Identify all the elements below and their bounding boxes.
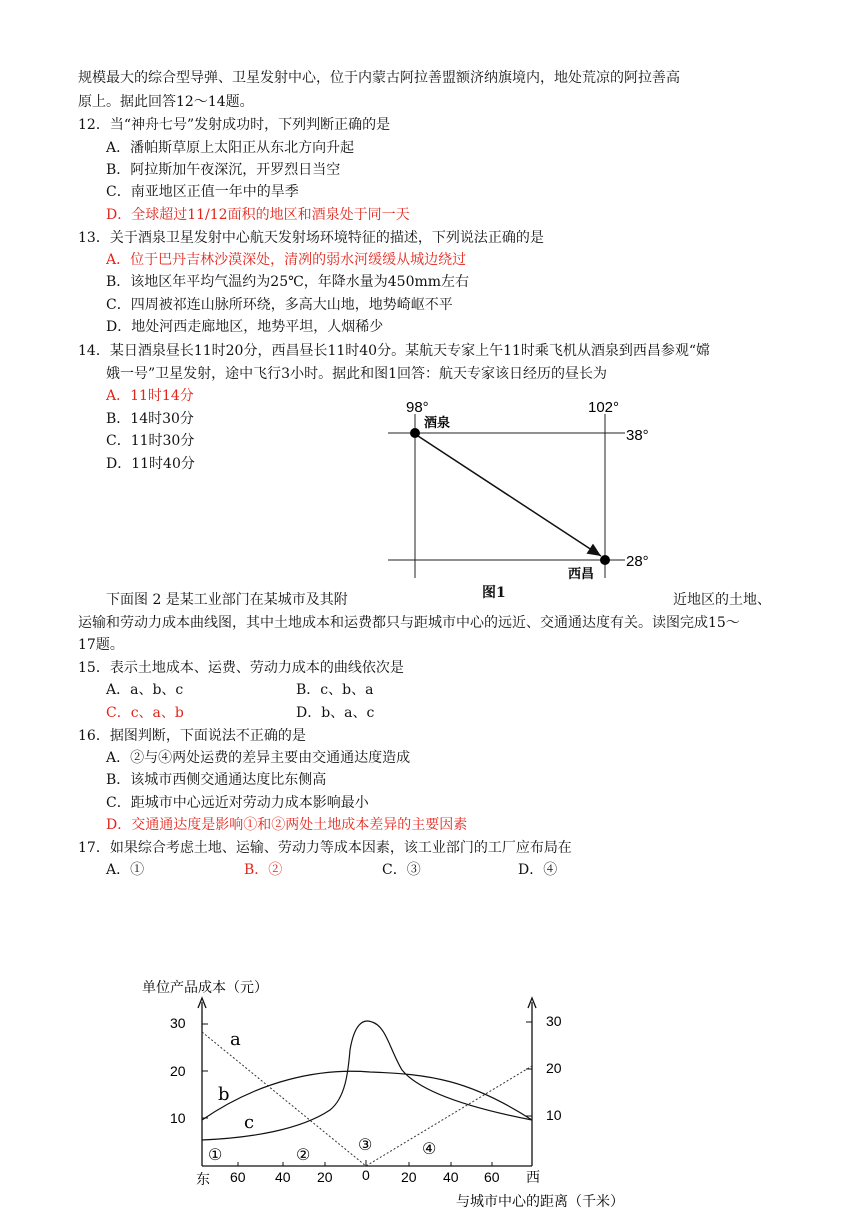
q16-option-b: B．该城市西侧交通通达度比东侧高 — [106, 772, 327, 788]
x-tick-center-0: 0 — [362, 1167, 370, 1183]
location-1-marker: ① — [208, 1145, 223, 1164]
q13-option-c: C．四周被祁连山脉所环绕，多高大山地，地势崎岖不平 — [106, 297, 453, 313]
q17-option-c: C．③ — [382, 862, 421, 878]
y-tick-right-10: 10 — [546, 1107, 562, 1123]
q14-option-b: B．14时30分 — [106, 411, 194, 427]
para2-line-3: 17题。 — [78, 637, 124, 653]
curve-c-label: c — [244, 1112, 255, 1133]
para2-line-2: 运输和劳动力成本曲线图，其中土地成本和运费都只与距城市中心的远近、交通通达度有关。读图完成15～ — [78, 615, 740, 631]
location-2-marker: ② — [296, 1145, 311, 1164]
y-axis-title: 单位产品成本（元） — [142, 980, 268, 996]
intro-line-1: 规模最大的综合型导弹、卫星发射中心，位于内蒙古阿拉善盟额济纳旗境内，地处荒凉的阿拉善高 — [78, 70, 680, 86]
jiuquan-point — [410, 428, 420, 438]
q12-option-a: A．潘帕斯草原上太阳正从东北方向升起 — [106, 140, 355, 156]
lon-98-label: 98° — [406, 399, 429, 416]
location-3-marker: ③ — [358, 1135, 373, 1154]
q14-option-a-answer: A．11时14分 — [106, 388, 194, 404]
q16-option-d-answer: D．交通通达度是影响①和②两处土地成本差异的主要因素 — [106, 817, 468, 833]
q13-stem: 13．关于酒泉卫星发射中心航天发射场环境特征的描述，下列说法正确的是 — [78, 230, 544, 246]
flight-route-arrow — [418, 436, 601, 556]
y-tick-right-20: 20 — [546, 1060, 562, 1076]
x-tick-east-40: 40 — [275, 1169, 291, 1185]
q16-option-c: C．距城市中心远近对劳动力成本影响最小 — [106, 795, 369, 811]
east-label: 东 — [196, 1172, 210, 1188]
curve-b-label: b — [218, 1084, 230, 1105]
intro-line-2: 原上。据此回答12～14题。 — [78, 94, 254, 110]
x-axis-title: 与城市中心的距离（千米） — [456, 1194, 624, 1210]
x-tick-east-60: 60 — [230, 1169, 246, 1185]
q14-option-d: D．11时40分 — [106, 456, 195, 472]
figure-2-cost-chart — [0, 970, 860, 1216]
x-tick-west-60: 60 — [484, 1169, 500, 1185]
q15-option-a: A．a、b、c — [106, 682, 184, 698]
y-tick-left-20: 20 — [170, 1063, 186, 1079]
q13-option-a-answer: A．位于巴丹吉林沙漠深处，清冽的弱水河缓缓从城边绕过 — [106, 252, 467, 268]
y-tick-right-30: 30 — [546, 1013, 562, 1029]
q12-option-c: C．南亚地区正值一年中的旱季 — [106, 184, 299, 200]
q12-stem: 12．当“神舟七号”发射成功时，下列判断正确的是 — [78, 117, 391, 133]
lon-102-label: 102° — [588, 399, 620, 416]
west-label: 西 — [526, 1170, 540, 1186]
q15-option-c-answer: C．c、a、b — [106, 705, 184, 721]
x-tick-east-20: 20 — [317, 1169, 333, 1185]
xichang-point — [600, 555, 610, 565]
q12-option-d-answer: D．全球超过11/12面积的地区和酒泉处于同一天 — [106, 207, 410, 223]
q17-option-b-answer: B．② — [244, 862, 283, 878]
q14-option-c: C．11时30分 — [106, 433, 195, 449]
q17-stem: 17．如果综合考虑土地、运输、劳动力等成本因素，该工业部门的工厂应布局在 — [78, 840, 572, 856]
figure-1-caption: 图1 — [482, 585, 506, 601]
lat-38-label: 38° — [626, 427, 649, 444]
xichang-label: 西昌 — [568, 567, 595, 582]
q14-stem-line-2: 娥一号”卫星发射，途中飞行3小时。据此和图1回答：航天专家该日经历的昼长为 — [106, 366, 607, 382]
q17-option-a: A．① — [106, 862, 145, 878]
q13-option-d: D．地处河西走廊地区，地势平坦，人烟稀少 — [106, 319, 384, 335]
q12-option-b: B．阿拉斯加午夜深沉，开罗烈日当空 — [106, 162, 341, 178]
q13-option-b: B．该地区年平均气温约为25℃，年降水量为450mm左右 — [106, 274, 470, 290]
para2-line-1b: 近地区的土地、 — [673, 592, 771, 608]
y-tick-left-30: 30 — [170, 1015, 186, 1031]
q16-option-a: A．②与④两处运费的差异主要由交通通达度造成 — [106, 750, 411, 766]
jiuquan-label: 酒泉 — [424, 416, 451, 431]
location-4-marker: ④ — [422, 1139, 437, 1158]
x-tick-west-20: 20 — [401, 1169, 417, 1185]
figure-1-map — [380, 392, 680, 592]
q17-option-d: D．④ — [518, 862, 558, 878]
q15-stem: 15．表示土地成本、运费、劳动力成本的曲线依次是 — [78, 660, 404, 676]
q16-stem: 16．据图判断，下面说法不正确的是 — [78, 728, 306, 744]
lat-28-label: 28° — [626, 553, 649, 570]
q15-option-d: D．b、a、c — [296, 705, 375, 721]
q15-option-b: B．c、b、a — [296, 682, 374, 698]
curve-a-label: a — [230, 1029, 241, 1050]
y-tick-left-10: 10 — [170, 1110, 186, 1126]
x-tick-west-40: 40 — [443, 1169, 459, 1185]
para2-line-1a: 下面图 2 是某工业部门在某城市及其附 — [106, 592, 348, 608]
q14-stem-line-1: 14．某日酒泉昼长11时20分，西昌昼长11时40分。某航天专家上午11时乘飞机从酒泉到西昌参观“嫦 — [78, 343, 711, 359]
